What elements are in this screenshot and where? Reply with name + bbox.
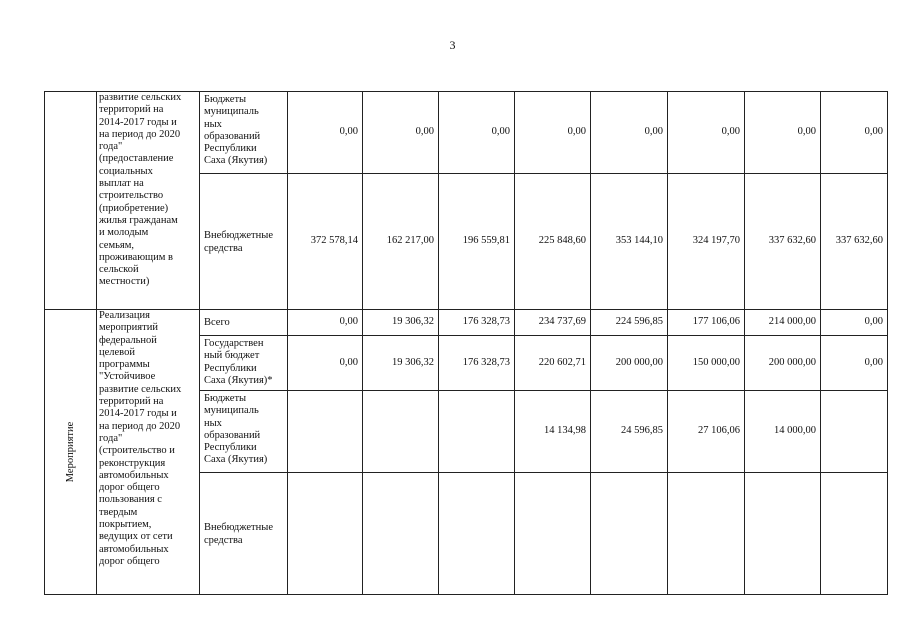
value-cell: 27 106,06	[668, 391, 745, 473]
value-cell: 234 737,69	[515, 310, 591, 336]
value-cell: 214 000,00	[745, 310, 821, 336]
value-cell	[439, 391, 515, 473]
funding-source-cell: Всего	[200, 310, 288, 336]
value-cell: 200 000,00	[591, 336, 668, 391]
value-cell	[515, 473, 591, 595]
value-cell	[745, 473, 821, 595]
value-cell: 0,00	[668, 92, 745, 174]
value-cell: 225 848,60	[515, 174, 591, 310]
value-cell: 372 578,14	[288, 174, 363, 310]
value-cell: 176 328,73	[439, 310, 515, 336]
table-row	[45, 92, 888, 174]
value-cell: 0,00	[821, 336, 888, 391]
value-cell: 150 000,00	[668, 336, 745, 391]
value-cell: 19 306,32	[363, 310, 439, 336]
value-cell: 176 328,73	[439, 336, 515, 391]
value-cell: 224 596,85	[591, 310, 668, 336]
value-cell	[363, 473, 439, 595]
value-cell: 324 197,70	[668, 174, 745, 310]
value-cell: 196 559,81	[439, 174, 515, 310]
side-label: Мероприятие	[64, 421, 76, 483]
value-cell: 0,00	[288, 92, 363, 174]
funding-source-cell: Внебюджетные средства	[200, 473, 288, 595]
value-cell: 200 000,00	[745, 336, 821, 391]
value-cell: 0,00	[288, 336, 363, 391]
value-cell: 24 596,85	[591, 391, 668, 473]
value-cell: 0,00	[515, 92, 591, 174]
value-cell: 0,00	[288, 310, 363, 336]
funding-source-cell: Бюджеты муниципаль ных образований Республики Саха (Якутия)	[200, 92, 288, 174]
value-cell: 177 106,06	[668, 310, 745, 336]
empty-side-cell	[45, 92, 97, 310]
value-cell	[288, 391, 363, 473]
value-cell: 0,00	[821, 310, 888, 336]
value-cell	[363, 391, 439, 473]
value-cell: 337 632,60	[821, 174, 888, 310]
table-row	[45, 310, 888, 336]
value-cell: 0,00	[745, 92, 821, 174]
value-cell: 0,00	[821, 92, 888, 174]
value-cell	[439, 473, 515, 595]
side-label-cell	[45, 310, 97, 595]
value-cell: 220 602,71	[515, 336, 591, 391]
value-cell	[591, 473, 668, 595]
measure-description-bottom: Реализация мероприятий федеральной целевой программы "Устойчивое развитие сельских территорий на 2014-2017 годы и на период до 2020 года" (строительство и реконструкция автомобильных дорог общего пользования с твердым покрытием, ведущих от сети автомобильных дорог общего	[97, 310, 200, 595]
value-cell	[821, 391, 888, 473]
value-cell	[821, 473, 888, 595]
funding-source-cell: Бюджеты муниципаль ных образований Республики Саха (Якутия)	[200, 391, 288, 473]
value-cell: 0,00	[439, 92, 515, 174]
page-number: 3	[449, 38, 456, 52]
value-cell: 162 217,00	[363, 174, 439, 310]
value-cell	[668, 473, 745, 595]
funding-source-cell: Государствен ный бюджет Республики Саха (Якутия)*	[200, 336, 288, 391]
value-cell: 19 306,32	[363, 336, 439, 391]
value-cell: 0,00	[591, 92, 668, 174]
budget-table	[44, 91, 888, 595]
funding-source-cell: Внебюджетные средства	[200, 174, 288, 310]
measure-description-top: развитие сельских территорий на 2014-2017 годы и на период до 2020 года" (предоставление социальных выплат на строительство (приобретение) жилья гражданам и молодым семьям, проживающим в сельской местности)	[97, 92, 200, 310]
value-cell: 0,00	[363, 92, 439, 174]
value-cell: 14 000,00	[745, 391, 821, 473]
value-cell	[288, 473, 363, 595]
value-cell: 353 144,10	[591, 174, 668, 310]
value-cell: 337 632,60	[745, 174, 821, 310]
value-cell: 14 134,98	[515, 391, 591, 473]
